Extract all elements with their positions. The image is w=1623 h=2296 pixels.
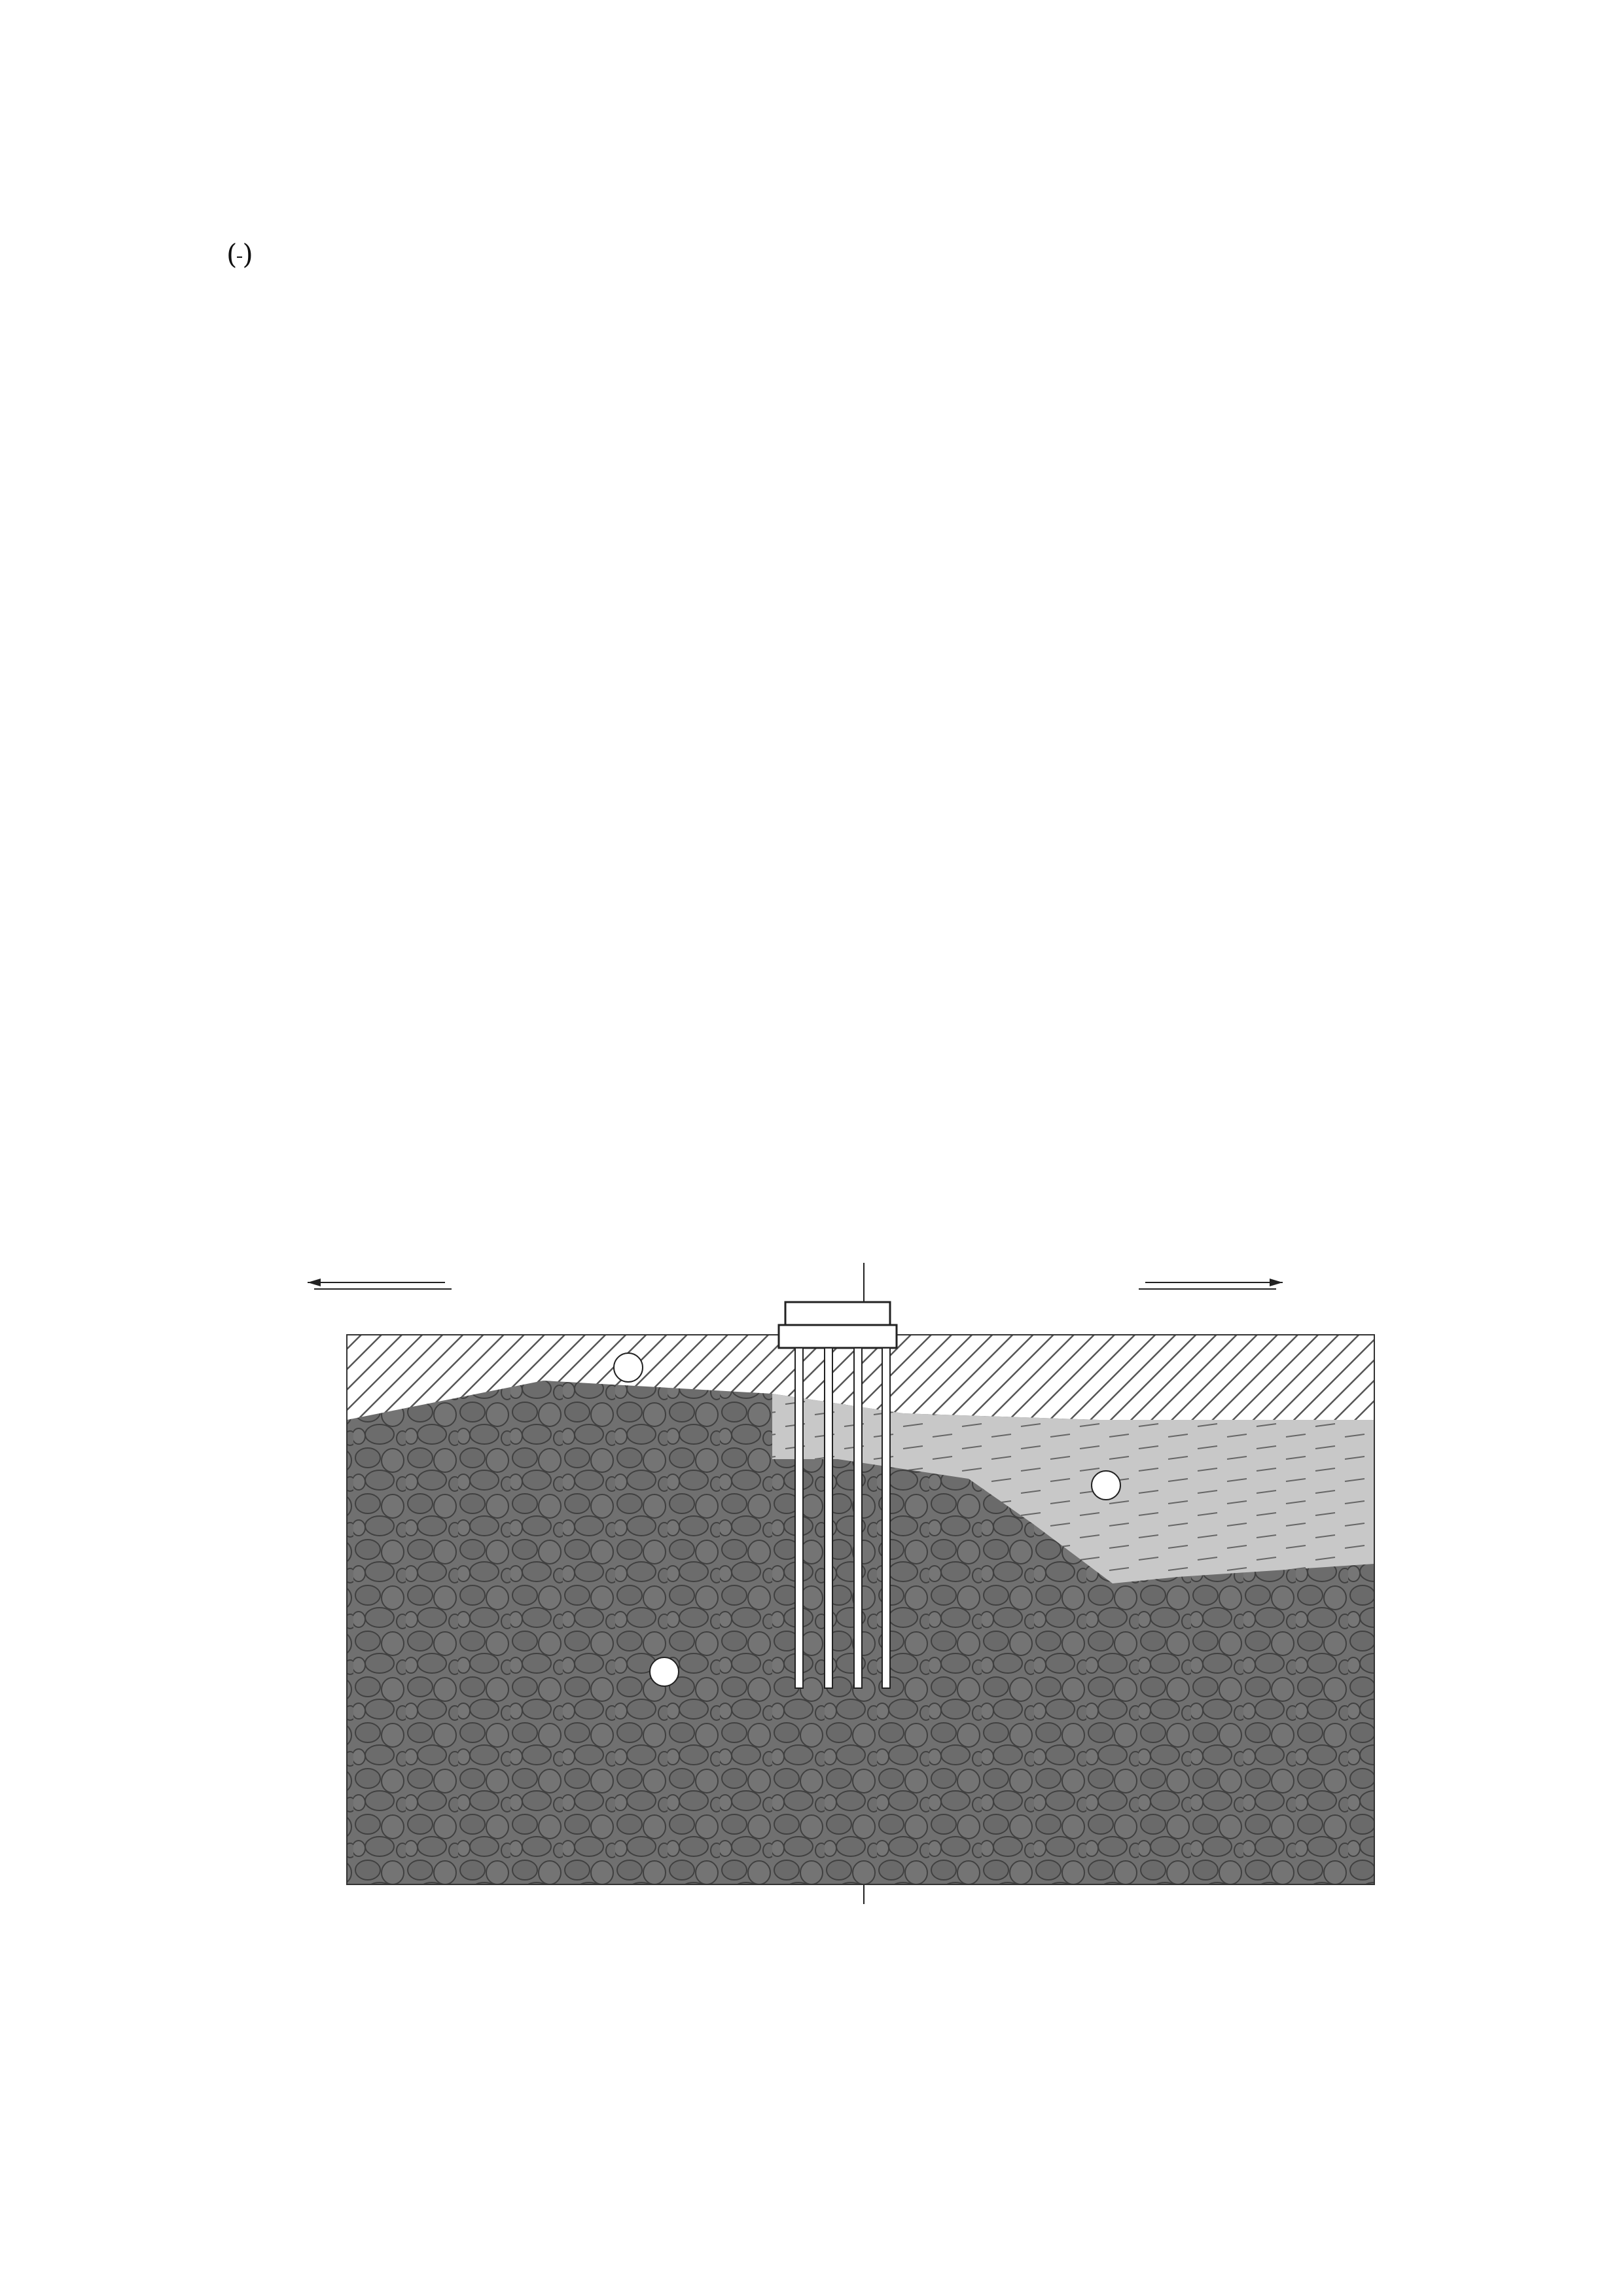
- profile-svg: [249, 1263, 1492, 1917]
- right-side-label: [1139, 1279, 1283, 1289]
- left-side-label: [308, 1279, 452, 1289]
- body-text: [149, 226, 1494, 291]
- layer-marker-2: [1092, 1471, 1120, 1500]
- paragraph-3: ( ): [226, 238, 253, 270]
- layer-marker-1: [614, 1353, 643, 1382]
- layer-marker-4: [650, 1657, 679, 1686]
- seismic-profile-figure: [249, 1263, 1492, 1917]
